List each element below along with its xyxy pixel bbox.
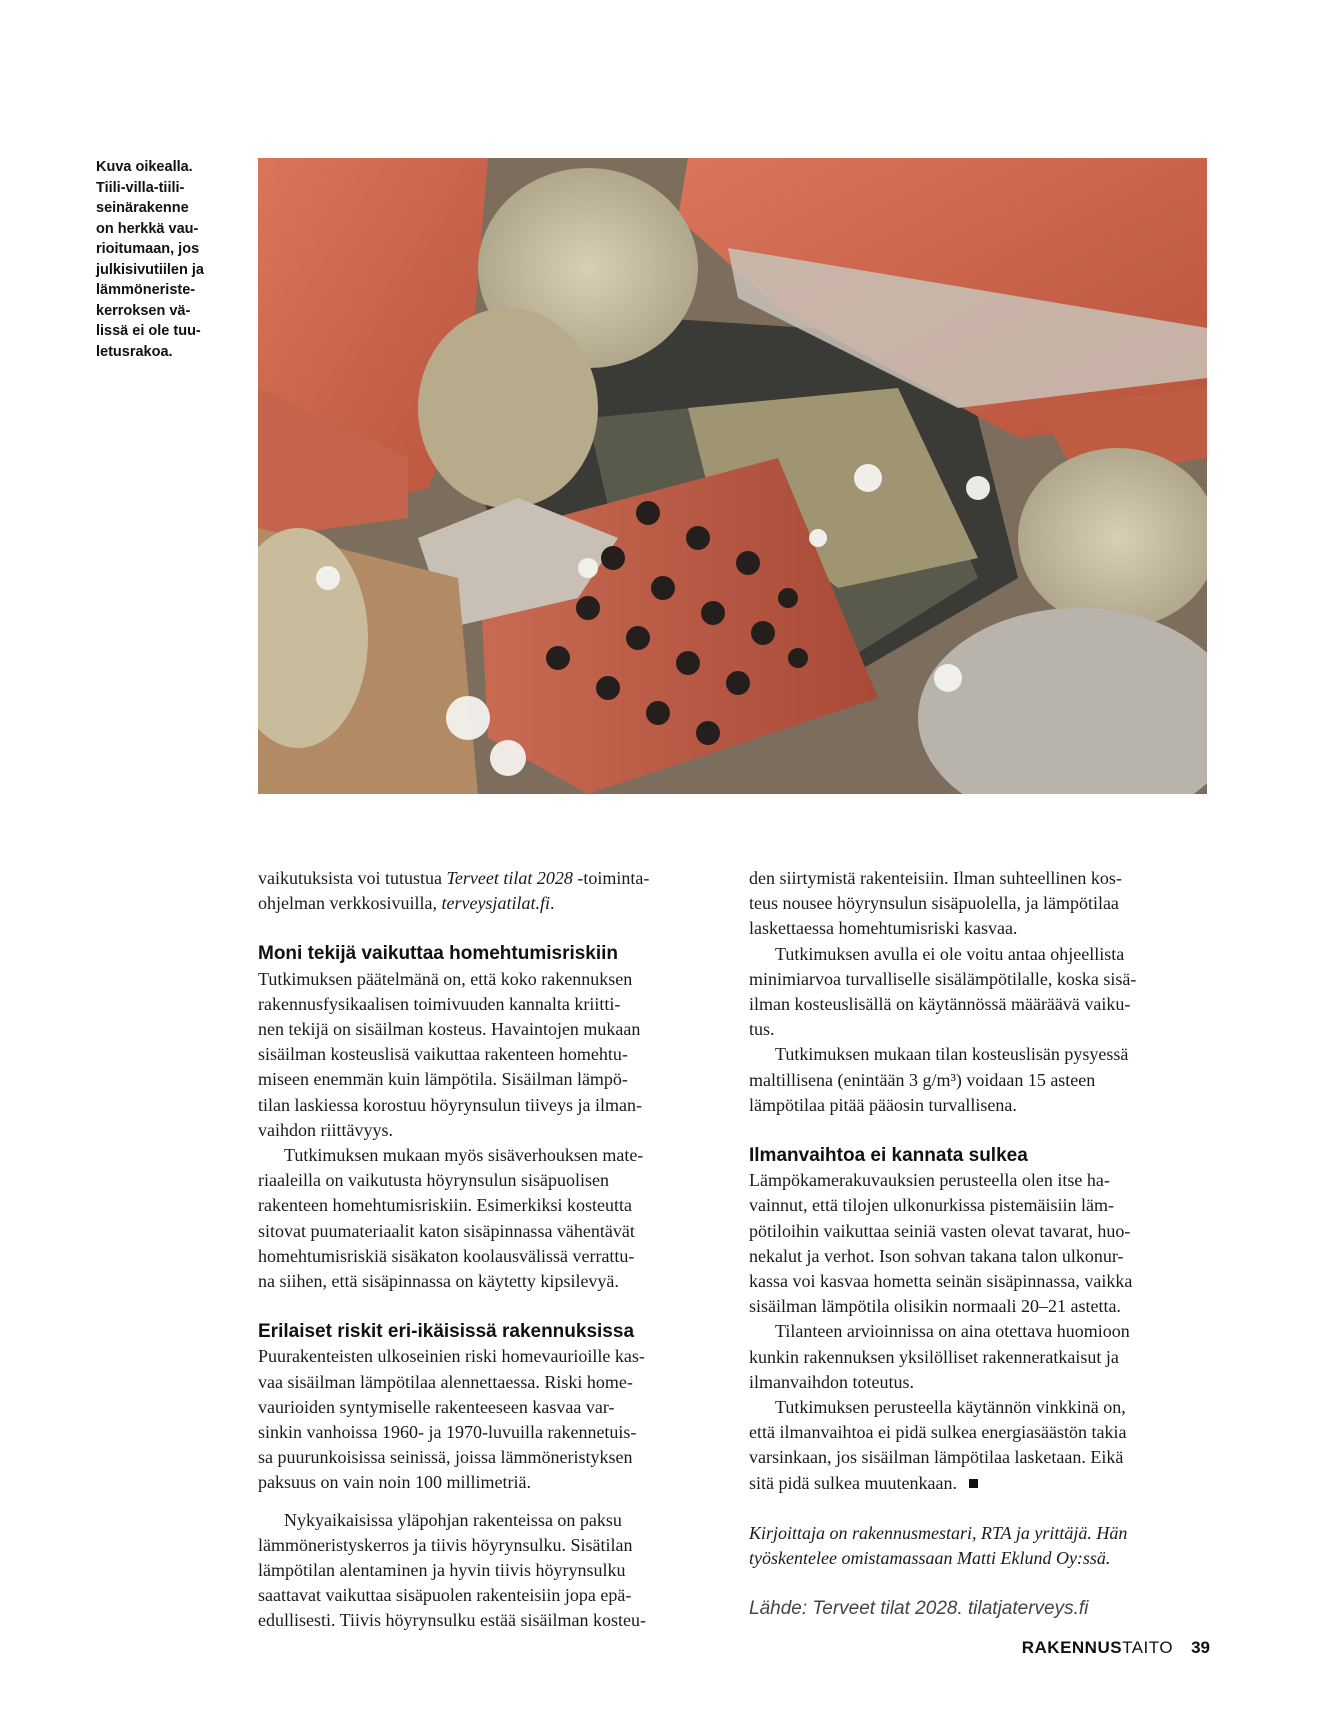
text-line: homehtumisriskiä sisäkaton koolausvälissä verrattu- bbox=[258, 1245, 635, 1266]
text-line: sisäilman kosteuslisä vaikuttaa rakenteen homehtu- bbox=[258, 1044, 628, 1065]
page-footer bbox=[1022, 1638, 1210, 1658]
text-line: den siirtymistä rakenteisiin. Ilman suhteellinen kos- bbox=[749, 868, 1122, 888]
text-line: minimiarvoa turvalliselle sisälämpötilalle, koska sisä- bbox=[749, 968, 1137, 989]
text-line: vaurioiden syntymiselle rakenteeseen kasvaa var- bbox=[258, 1396, 615, 1417]
text-line: kassa voi kasvaa hometta seinän sisäpinnassa, vaikka bbox=[749, 1271, 1133, 1292]
text-line: Puurakenteisten ulkoseinien riski homevaurioille kas- bbox=[258, 1346, 645, 1367]
article-column-left bbox=[258, 866, 728, 1634]
photo-caption bbox=[96, 157, 246, 362]
author-note bbox=[749, 1521, 1219, 1571]
intro-line-1: vaikutuksista voi tutustua Terveet tilat 2028 -toiminta- bbox=[258, 868, 650, 888]
text-line: varsinkaan, jos sisäilman lämpötilaa lasketaan. Eikä bbox=[749, 1447, 1124, 1468]
text-line: lämpötilaa pitää pääosin turvallisena. bbox=[749, 1094, 1017, 1115]
text-line: maltillisena (enintään 3 g/m³) voidaan 15 asteen bbox=[749, 1069, 1096, 1090]
text-line: Tutkimuksen avulla ei ole voitu antaa ohjeellista bbox=[775, 943, 1125, 964]
paragraph bbox=[749, 1042, 1219, 1118]
paragraph bbox=[749, 942, 1219, 1043]
magazine-brand-bold: RAKENNUS bbox=[1021, 1638, 1123, 1657]
text-line: vainnut, että tilojen ulkonurkissa pistemäisiin läm- bbox=[749, 1195, 1114, 1216]
text-line: Tutkimuksen perusteella käytännön vinkkinä on, bbox=[775, 1397, 1126, 1418]
caption-line: kerroksen vä- bbox=[96, 302, 191, 319]
text-line: ilman kosteuslisällä on käytännössä määräävä vaiku- bbox=[749, 994, 1131, 1015]
paragraph bbox=[258, 1143, 728, 1294]
text-line: työskentelee omistamassaan Matti Eklund Oy:ssä. bbox=[749, 1548, 1111, 1569]
text-line: Tutkimuksen päätelmänä on, että koko rakennuksen bbox=[258, 968, 633, 989]
text-line: sitä pidä sulkea muutenkaan. bbox=[749, 1471, 1219, 1496]
text-line: miseen enemmän kuin lämpötila. Sisäilman lämpö- bbox=[258, 1069, 628, 1090]
caption-line: julkisivutiilen ja bbox=[96, 261, 204, 278]
article-column-right bbox=[749, 866, 1219, 1622]
text-line: rakennusfysikaalisen toimivuuden kannalta kriitti- bbox=[258, 993, 621, 1014]
heading-mold-factors: Moni tekijä vaikuttaa homehtumisriskiin bbox=[258, 943, 619, 965]
paragraph bbox=[749, 1395, 1219, 1496]
text-line: sa puurunkoisissa seinissä, joissa lämmöneristyksen bbox=[258, 1447, 633, 1468]
text-line: Lämpökamerakuvauksien perusteella olen itse ha- bbox=[749, 1170, 1110, 1191]
caption-line: lämmöneriste- bbox=[96, 282, 196, 298]
text-line: vaa sisäilman lämpötilaa alennettaessa. Riski home- bbox=[258, 1371, 633, 1392]
paragraph bbox=[749, 1168, 1219, 1319]
text-line: että ilmanvaihtoa ei pidä sulkea energiasäästön takia bbox=[749, 1422, 1127, 1443]
text-line: pötiloihin vaikuttaa seiniä vasten olevat tavarat, huo- bbox=[749, 1220, 1131, 1241]
text-line: teus nousee höyrynsulun sisäpuolella, ja lämpötilaa bbox=[749, 893, 1119, 914]
text-line: paksuus on vain noin 100 millimetriä. bbox=[258, 1472, 531, 1493]
brick-wall-illustration bbox=[258, 158, 1207, 794]
text-line: Nykyaikaisissa yläpohjan rakenteissa on paksu bbox=[284, 1509, 622, 1530]
wall-structure-photo bbox=[258, 158, 1207, 794]
text-line: vaihdon riittävyys. bbox=[258, 1119, 393, 1140]
text-line: lämmöneristyskerros ja tiivis höyrynsulku. Sisätilan bbox=[258, 1534, 633, 1555]
text-line: Tilanteen arvioinnissa on aina otettava huomioon bbox=[775, 1321, 1130, 1342]
text-line: nen tekijä on sisäilman kosteus. Havaintojen mukaan bbox=[258, 1019, 641, 1040]
caption-line: Kuva oikealla. bbox=[96, 159, 193, 175]
text-line: na siihen, että sisäpinnassa on käytetty kipsilevyä. bbox=[258, 1271, 619, 1292]
text-line: riaaleilla on vaikutusta höyrynsulun sisäpuolisen bbox=[258, 1170, 609, 1191]
text-line: kunkin rakennuksen yksilölliset rakenneratkaisut ja bbox=[749, 1346, 1119, 1367]
text-line: laskettaessa homehtumisriski kasvaa. bbox=[749, 918, 1018, 939]
heading-ventilation: Ilmanvaihtoa ei kannata sulkea bbox=[749, 1145, 1028, 1167]
text-line: sisäilman lämpötila olisikin normaali 20–21 astetta. bbox=[749, 1296, 1121, 1317]
page-number: 39 bbox=[1191, 1638, 1210, 1657]
text-line: saattavat vaikuttaa sisäpuolen rakenteisiin jopa epä- bbox=[258, 1585, 632, 1606]
heading-building-age-risks: Erilaiset riskit eri-ikäisissä rakennuksissa bbox=[258, 1321, 635, 1343]
caption-line: on herkkä vau- bbox=[96, 220, 199, 237]
paragraph bbox=[258, 967, 728, 1143]
caption-line: letusrakoa. bbox=[96, 343, 173, 360]
text-line: edullisesti. Tiivis höyrynsulku estää sisäilman kosteu- bbox=[258, 1610, 646, 1631]
text-line: tus. bbox=[749, 1019, 775, 1040]
paragraph bbox=[258, 1508, 728, 1634]
text-line: sinkin vanhoissa 1960- ja 1970-luvuilla rakennetuis- bbox=[258, 1422, 637, 1443]
caption-line: Tiili-villa-tiili- bbox=[96, 179, 185, 196]
text-line: sitovat puumateriaalit katon sisäpinnassa vähentävät bbox=[258, 1220, 635, 1241]
text-line: Tutkimuksen mukaan myös sisäverhouksen mate- bbox=[284, 1145, 644, 1166]
text-line: rakenteen homehtumisriskiin. Esimerkiksi kosteutta bbox=[258, 1195, 632, 1216]
text-line: Tutkimuksen mukaan tilan kosteuslisän pysyessä bbox=[775, 1044, 1129, 1065]
text-line: nekalut ja verhot. Ison sohvan takana talon ulkonur- bbox=[749, 1245, 1124, 1266]
text-line: ilmanvaihdon toteutus. bbox=[749, 1371, 914, 1392]
paragraph bbox=[258, 1344, 728, 1495]
caption-line: seinärakenne bbox=[96, 200, 189, 216]
caption-line: lissä ei ole tuu- bbox=[96, 323, 201, 339]
magazine-brand-light: TAITO bbox=[1122, 1638, 1174, 1657]
source-credit: Lähde: Terveet tilat 2028. tilatjaterveys.fi bbox=[749, 1598, 1089, 1620]
intro-line-2: ohjelman verkkosivuilla, terveysjatilat.fi. bbox=[258, 893, 555, 914]
paragraph bbox=[749, 1319, 1219, 1395]
text-line: Kirjoittaja on rakennusmestari, RTA ja yrittäjä. Hän bbox=[749, 1522, 1128, 1543]
caption-line: rioitumaan, jos bbox=[96, 241, 200, 257]
text-line: tilan laskiessa korostuu höyrynsulun tiiveys ja ilman- bbox=[258, 1094, 642, 1115]
end-of-article-mark bbox=[969, 1479, 978, 1488]
text-line: lämpötilan alentaminen ja hyvin tiivis höyrynsulku bbox=[258, 1560, 626, 1581]
paragraph bbox=[749, 866, 1219, 942]
